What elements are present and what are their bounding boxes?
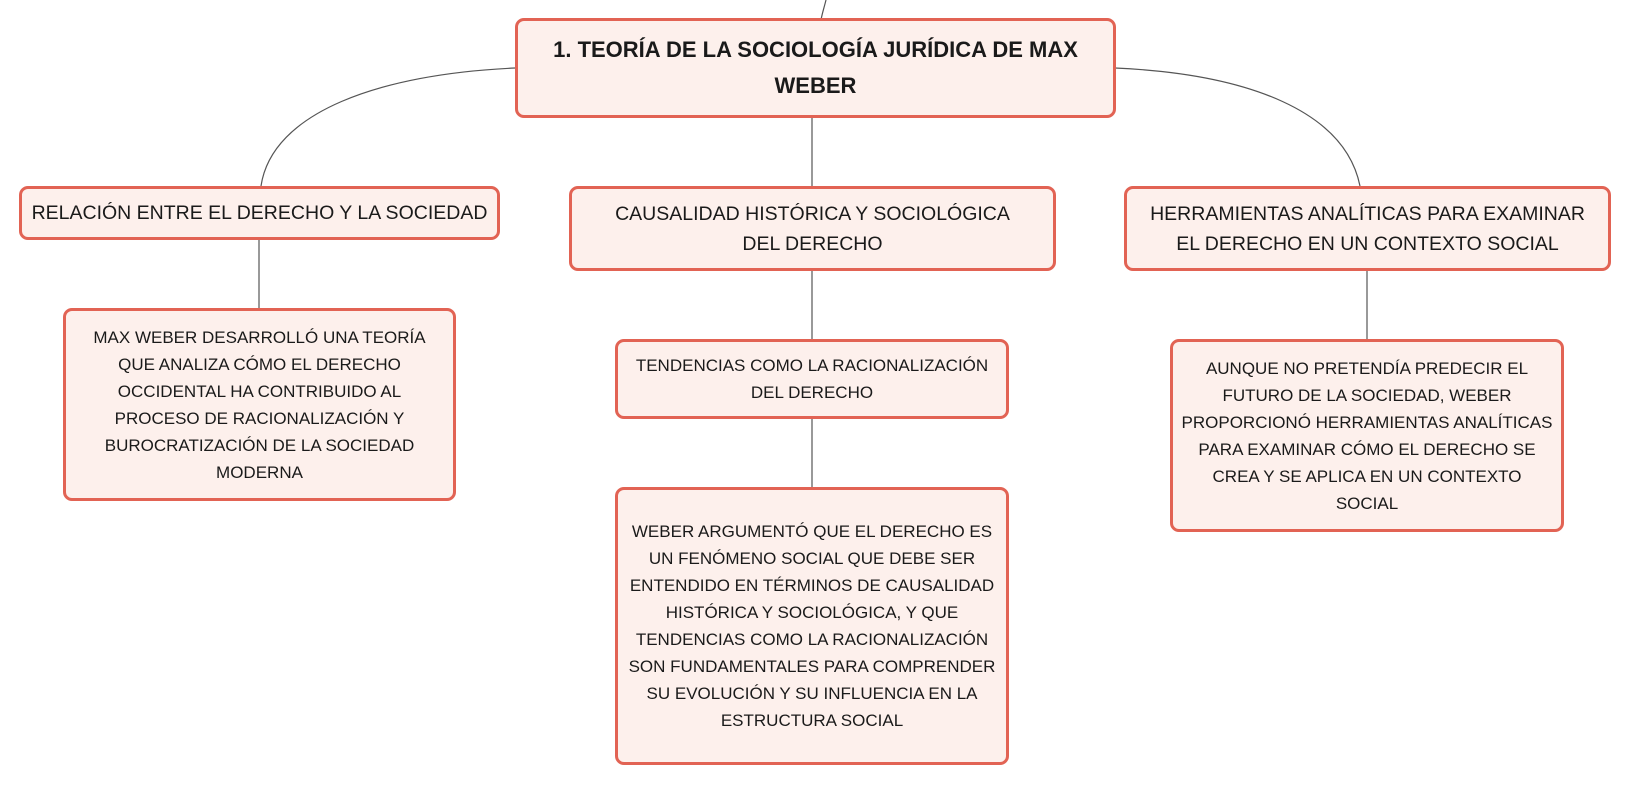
- branch-node-relacion-derecho-sociedad[interactable]: [19, 186, 500, 240]
- connector-parent-to-root: [821, 0, 826, 20]
- leaf-node-tendencias-racionalizacion[interactable]: [615, 339, 1009, 419]
- branch-node-label: CAUSALIDAD HISTÓRICA Y SOCIOLÓGICA DEL DERECHO: [615, 202, 1010, 255]
- connector-root-to-branch-3: [1115, 68, 1360, 186]
- leaf-node-weber-herramientas-contexto-social[interactable]: [1170, 339, 1564, 532]
- root-node[interactable]: [515, 18, 1116, 118]
- branch-node-causalidad-historica[interactable]: [569, 186, 1056, 271]
- root-node-label: 1. TEORÍA DE LA SOCIOLOGÍA JURÍDICA DE MAX WEBER: [553, 37, 1078, 98]
- branch-node-label: HERRAMIENTAS ANALÍTICAS PARA EXAMINAR EL DERECHO EN UN CONTEXTO SOCIAL: [1150, 202, 1585, 255]
- leaf-node-weber-racionalizacion-burocratizacion[interactable]: [63, 308, 456, 501]
- branch-node-label: RELACIÓN ENTRE EL DERECHO Y LA SOCIEDAD: [31, 202, 488, 224]
- leaf-node-text: WEBER ARGUMENTÓ QUE EL DERECHO ES UN FENÓMENO SOCIAL QUE DEBE SER ENTENDIDO EN TÉRMINOS DE CAUSALIDAD HISTÓRICA Y SOCIOLÓGICA, Y QUE TENDENCIAS COMO LA RACIONALIZACIÓN SON FUNDAMENTALES PARA COMPRENDER SU EVOLUCIÓN Y SU INFLUENCIA EN LA ESTRUCTURA SOCIAL: [628, 522, 996, 730]
- leaf-node-text: TENDENCIAS COMO LA RACIONALIZACIÓN DEL DERECHO: [635, 356, 989, 402]
- leaf-node-text: AUNQUE NO PRETENDÍA PREDECIR EL FUTURO DE LA SOCIEDAD, WEBER PROPORCIONÓ HERRAMIENTAS ANALÍTICAS PARA EXAMINAR CÓMO EL DERECHO SE CREA Y SE APLICA EN UN CONTEXTO SOCIAL: [1181, 358, 1553, 513]
- connector-root-to-branch-1: [261, 68, 515, 186]
- branch-node-herramientas-analiticas[interactable]: [1124, 186, 1611, 271]
- leaf-node-weber-fenomeno-social[interactable]: [615, 487, 1009, 765]
- leaf-node-text: MAX WEBER DESARROLLÓ UNA TEORÍA QUE ANALIZA CÓMO EL DERECHO OCCIDENTAL HA CONTRIBUIDO AL PROCESO DE RACIONALIZACIÓN Y BUROCRATIZACIÓN DE LA SOCIEDAD MODERNA: [93, 327, 426, 482]
